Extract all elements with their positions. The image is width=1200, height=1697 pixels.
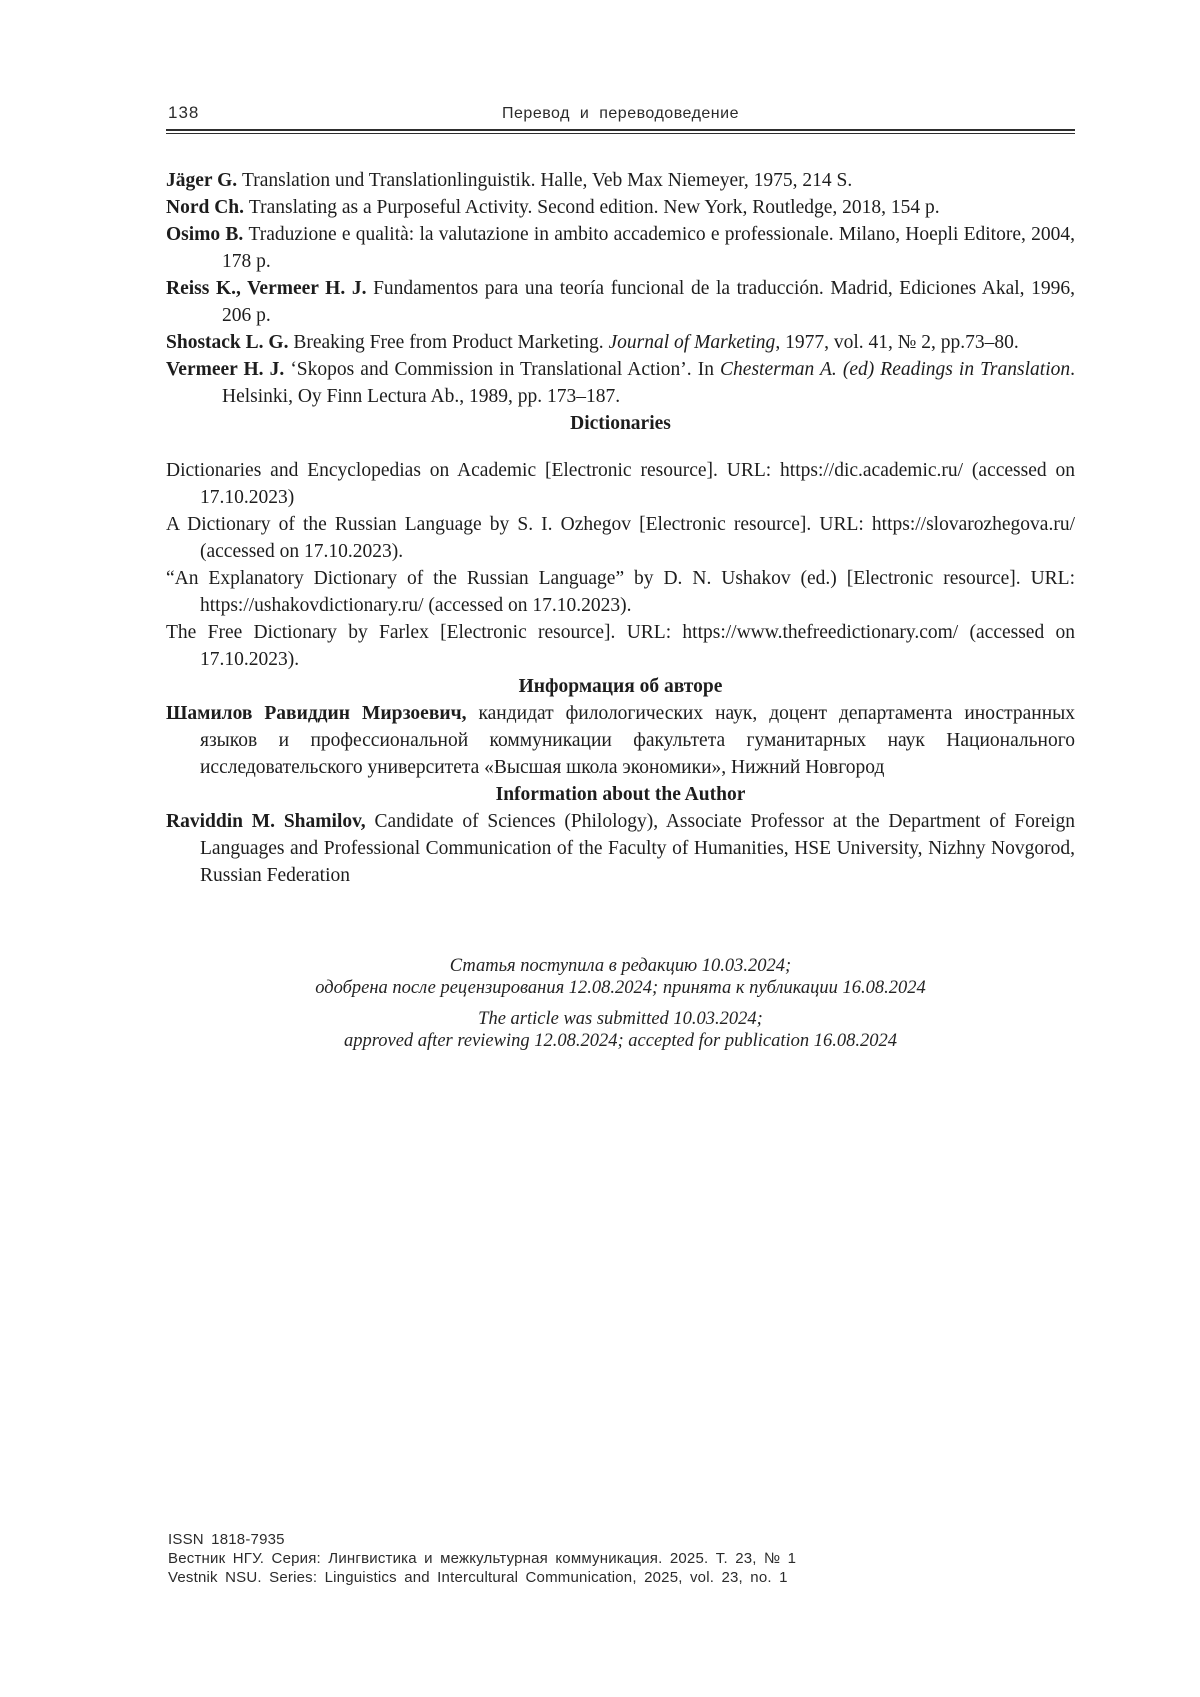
reference-entry: Reiss K., Vermeer H. J. Fundamentos para una teoría funcional de la traducción. Madrid, Ediciones Akal, 1996, 206 p. <box>166 278 1075 326</box>
journal-line-ru: Вестник НГУ. Серия: Лингвистика и межкультурная коммуникация. 2025. Т. 23, № 1 <box>168 1549 797 1567</box>
dictionaries-heading: Dictionaries <box>570 413 671 434</box>
dictionary-entry: Dictionaries and Encyclopedias on Academic [Electronic resource]. URL: https://dic.academic.ru/ (accessed on 17.10.2023) <box>166 460 1075 508</box>
reference-entry: Vermeer H. J. ‘Skopos and Commission in Translational Action’. In Chesterman A. (ed) Readings in Translation. Helsinki, Oy Finn Lectura Ab., 1989, pp. 173–187. <box>166 359 1075 407</box>
issn-line: ISSN 1818-7935 <box>168 1531 285 1548</box>
dictionaries-list <box>166 457 1075 673</box>
date-submitted-en: The article was submitted 10.03.2024; <box>478 1009 763 1029</box>
running-title: Перевод и переводоведение <box>502 105 739 122</box>
author-info-en-paragraph: Raviddin M. Shamilov, Candidate of Sciences (Philology), Associate Professor at the Department of Foreign Languages and Professional Communication of the Faculty of Humanities, HSE University, Nizhny Novgorod, Russian Federation <box>166 811 1075 886</box>
reference-entry: Osimo B. Traduzione e qualità: la valutazione in ambito accademico e professionale. Milano, Hoepli Editore, 2004, 178 p. <box>166 224 1075 272</box>
reference-entry: Jäger G. Translation und Translationlinguistik. Halle, Veb Max Niemeyer, 1975, 214 S. <box>166 170 853 191</box>
dictionary-entry: The Free Dictionary by Farlex [Electronic resource]. URL: https://www.thefreedictionary.com/ (accessed on 17.10.2023). <box>166 622 1075 670</box>
header-rule <box>166 129 1075 134</box>
article-dates-en <box>166 1008 1075 1052</box>
page-body <box>166 167 1075 1052</box>
author-info-ru-heading: Информация об авторе <box>518 676 723 697</box>
running-head-row <box>166 103 1075 124</box>
article-dates-ru <box>166 955 1075 999</box>
reference-entry: Shostack L. G. Breaking Free from Product Marketing. Journal of Marketing, 1977, vol. 41, № 2, pp.73–80. <box>166 332 1019 353</box>
header-rule-thick-line <box>166 129 1075 131</box>
date-submitted-ru: Статья поступила в редакцию 10.03.2024; <box>449 956 792 976</box>
header-rule-thin-line <box>166 133 1075 134</box>
date-approved-ru: одобрена после рецензирования 12.08.2024; принята к публикации 16.08.2024 <box>315 978 926 998</box>
references-list <box>166 167 1075 410</box>
dictionary-entry: “An Explanatory Dictionary of the Russian Language” by D. N. Ushakov (ed.) [Electronic resource]. URL: https://ushakovdictionary.ru/ (accessed on 17.10.2023). <box>166 568 1075 616</box>
author-info-en-heading: Information about the Author <box>495 784 746 805</box>
page-footer <box>168 1531 796 1587</box>
date-approved-en: approved after reviewing 12.08.2024; accepted for publication 16.08.2024 <box>343 1031 898 1051</box>
author-info-ru-paragraph: Шамилов Равиддин Мирзоевич, кандидат филологических наук, доцент департамента иностранных языков и профессиональной коммуникации факультета гуманитарных наук Национального исследовательского университета «Высшая школа экономики», Нижний Новгород <box>166 703 1075 778</box>
page-number: 138 <box>168 103 200 122</box>
reference-entry: Nord Ch. Translating as a Purposeful Activity. Second edition. New York, Routledge, 2018, 154 p. <box>166 197 940 218</box>
page-header <box>166 0 1075 134</box>
dictionary-entry: A Dictionary of the Russian Language by S. I. Ozhegov [Electronic resource]. URL: https://slovarozhegova.ru/ (accessed on 17.10.2023). <box>166 514 1075 562</box>
journal-line-en: Vestnik NSU. Series: Linguistics and Intercultural Communication, 2025, vol. 23, no. 1 <box>168 1568 788 1586</box>
